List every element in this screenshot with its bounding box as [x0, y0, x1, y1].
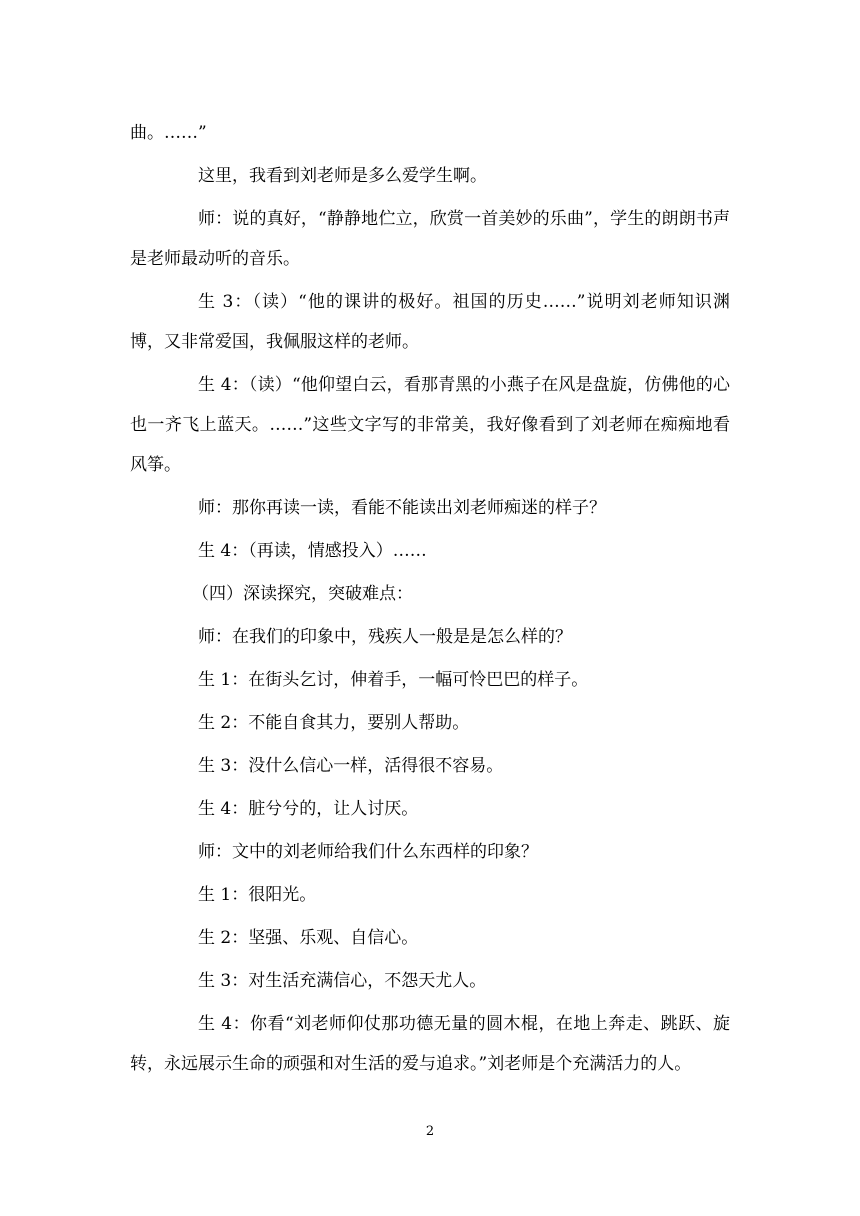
paragraph: 生 4：你看“刘老师仰仗那功德无量的圆木棍，在地上奔走、跳跃、旋转，永远展示生命的顽强和对生活的爱与追求。”刘老师是个充满活力的人。 — [130, 1014, 730, 1074]
page-number: 2 — [425, 1124, 435, 1139]
paragraph: 师：文中的刘老师给我们什么东西样的印象？ — [198, 842, 538, 862]
paragraph: 生 4：脏兮兮的，让人讨厌。 — [198, 799, 419, 819]
paragraph: 生 2：不能自食其力，要别人帮助。 — [198, 713, 470, 733]
paragraph: 生 1：很阳光。 — [198, 885, 317, 905]
document-body — [130, 113, 730, 1087]
paragraph: 生 2：坚强、乐观、自信心。 — [198, 928, 419, 948]
paragraph: 生 3：（读）“他的课讲的极好。祖国的历史……”说明刘老师知识渊博，又非常爱国，我佩服这样的老师。 — [130, 292, 730, 352]
paragraph: 生 1：在街头乞讨，伸着手，一幅可怜巴巴的样子。 — [198, 670, 589, 690]
paragraph: 这里，我看到刘老师是多么爱学生啊。 — [198, 166, 487, 186]
paragraph: 师：在我们的印象中，残疾人一般是是怎么样的？ — [198, 627, 572, 647]
section-heading: （四）深读探究，突破难点： — [192, 584, 413, 604]
paragraph: 生 4：（再读，情感投入）…… — [198, 541, 427, 561]
paragraph-continuation: 曲。……” — [130, 123, 207, 143]
paragraph: 生 3：没什么信心一样，活得很不容易。 — [198, 756, 504, 776]
paragraph: 师：那你再读一读，看能不能读出刘老师痴迷的样子？ — [198, 498, 606, 518]
paragraph: 生 3：对生活充满信心，不怨天尤人。 — [198, 971, 487, 991]
paragraph: 生 4：（读）“他仰望白云，看那青黑的小燕子在风是盘旋，仿佛他的心也一齐飞上蓝天。……”这些文字写的非常美，我好像看到了刘老师在痴痴地看风筝。 — [130, 375, 730, 475]
paragraph: 师：说的真好，“静静地伫立，欣赏一首美妙的乐曲”，学生的朗朗书声是老师最动听的音乐。 — [130, 209, 730, 269]
